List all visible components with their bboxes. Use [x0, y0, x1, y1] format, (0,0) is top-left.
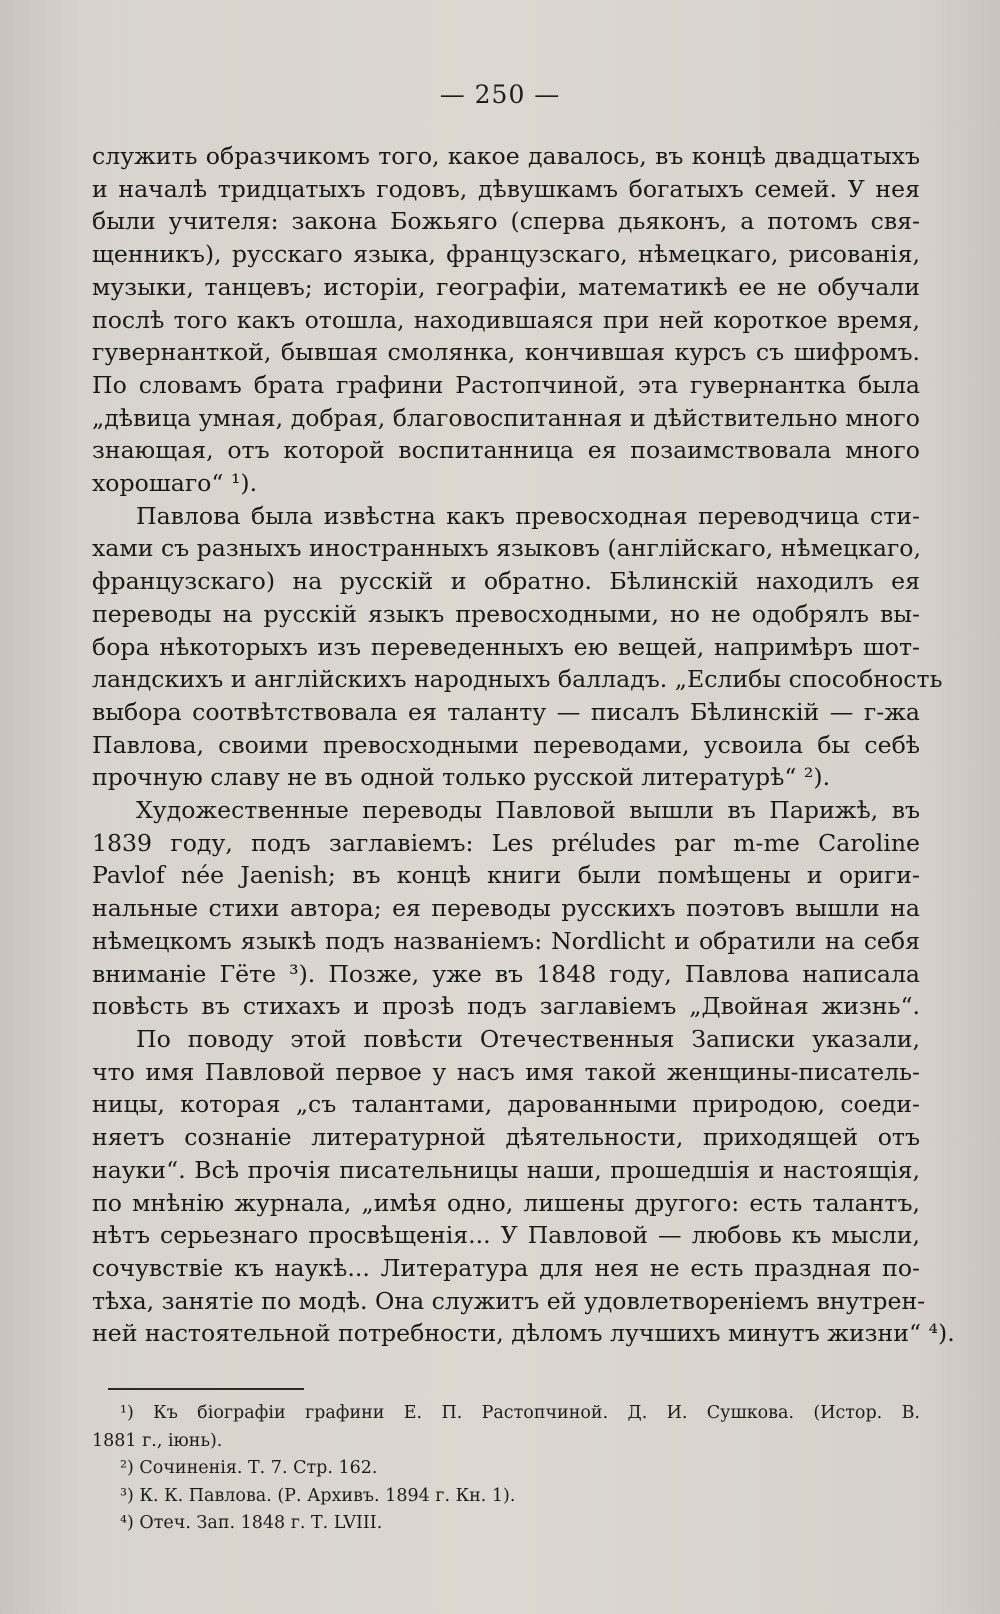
footnote-line: ²) Сочиненія. Т. 7. Стр. 162.: [120, 1458, 378, 1478]
text-line: Художественные переводы Павловой вышли въ Парижѣ, въ: [136, 796, 920, 825]
footnote-line: 1881 г., іюнь).: [92, 1430, 223, 1451]
text-line: ницы, которая „съ талантами, дарованными природою, соеди-: [92, 1090, 920, 1119]
text-line: науки“. Всѣ прочія писательницы наши, прошедшія и настоящія,: [92, 1155, 920, 1184]
text-line: бора нѣкоторыхъ изъ переведенныхъ ею вещей, напримѣръ шот-: [92, 632, 920, 661]
footnote-line: ⁴) Отеч. Зап. 1848 г. Т. LVIII.: [120, 1513, 383, 1533]
text-line: нѣмецкомъ языкѣ подъ названіемъ: Nordlicht и обратили на себя: [92, 926, 920, 955]
page-number: — 250 —: [439, 80, 561, 109]
text-line: знающая, отъ которой воспитанница ея позаимствовала много: [92, 436, 920, 465]
text-line: тѣха, занятіе по модѣ. Она служитъ ей удовлетвореніемъ внутрен-: [92, 1286, 926, 1315]
body-text: [92, 140, 955, 1350]
text-line: Павлова была извѣстна какъ превосходная переводчица сти-: [136, 501, 920, 530]
text-line: сочувствіе къ наукѣ... Литература для нея не есть праздная по-: [92, 1253, 920, 1282]
text-line: переводы на русскій языкъ превосходными, но не одобрялъ вы-: [92, 599, 920, 628]
footnote-line: ³) К. К. Павлова. (Р. Архивъ. 1894 г. Кн. 1).: [120, 1485, 516, 1506]
text-line: „дѣвица умная, добрая, благовоспитанная и дѣйствительно много: [92, 403, 920, 432]
text-line: няетъ сознаніе литературной дѣятельности, приходящей отъ: [92, 1123, 920, 1152]
text-line: ландскихъ и англійскихъ народныхъ балладъ. „Еслибы способность: [92, 665, 943, 694]
text-line: музыки, танцевъ; исторіи, географіи, математикѣ ее не обучали: [92, 272, 920, 301]
text-line: По словамъ брата графини Растопчиной, эта гувернантка была: [92, 370, 920, 399]
text-line: выбора соотвѣтствовала ея таланту — писалъ Бѣлинскій — г-жа: [92, 697, 920, 726]
footnote-divider: [108, 1388, 304, 1390]
text-line: вниманіе Гёте ³). Позже, уже въ 1848 году, Павлова написала: [92, 959, 920, 988]
text-line: щенникъ), русскаго языка, французскаго, нѣмецкаго, рисованія,: [92, 240, 920, 269]
text-line: повѣсть въ стихахъ и прозѣ подъ заглавіемъ „Двойная жизнь“.: [92, 992, 920, 1021]
text-line: прочную славу не въ одной только русской литературѣ“ ²).: [92, 763, 831, 792]
text-line: послѣ того какъ отошла, находившаяся при ней короткое время,: [92, 305, 920, 334]
text-line: гувернанткой, бывшая смолянка, кончившая курсъ съ шифромъ.: [92, 338, 920, 367]
text-line: Pavlof née Jaenish; въ концѣ книги были помѣщены и ориги-: [92, 861, 920, 890]
text-line: хорошаго“ ¹).: [92, 469, 258, 498]
text-line: нѣтъ серьезнаго просвѣщенія... У Павловой — любовь къ мысли,: [92, 1221, 920, 1250]
footnote-line: ¹) Къ біографіи графини Е. П. Растопчиной. Д. И. Сушкова. (Истор. В.: [120, 1403, 920, 1423]
text-line: по мнѣнію журнала, „имѣя одно, лишены другого: есть талантъ,: [92, 1188, 920, 1217]
text-line: и началѣ тридцатыхъ годовъ, дѣвушкамъ богатыхъ семей. У нея: [92, 174, 920, 203]
text-line: что имя Павловой первое у насъ имя такой женщины-писатель-: [92, 1057, 920, 1086]
text-line: По поводу этой повѣсти Отечественныя Записки указали,: [136, 1024, 920, 1053]
footnotes: [92, 1400, 920, 1538]
text-line: Павлова, своими превосходными переводами, усвоила бы себѣ: [92, 730, 920, 759]
text-line: хами съ разныхъ иностранныхъ языковъ (англійскаго, нѣмецкаго,: [92, 534, 921, 563]
text-line: 1839 году, подъ заглавіемъ: Les préludes par m-me Caroline: [92, 828, 920, 857]
text-line: были учителя: закона Божьяго (сперва дьяконъ, а потомъ свя-: [92, 207, 920, 236]
text-line: ней настоятельной потребности, дѣломъ лучшихъ минутъ жизни“ ⁴).: [92, 1319, 955, 1348]
text-line: служить образчикомъ того, какое давалось, въ концѣ двадцатыхъ: [92, 142, 920, 170]
text-line: нальные стихи автора; ея переводы русскихъ поэтовъ вышли на: [92, 894, 920, 923]
text-line: французскаго) на русскій и обратно. Бѣлинскій находилъ ея: [92, 567, 920, 596]
